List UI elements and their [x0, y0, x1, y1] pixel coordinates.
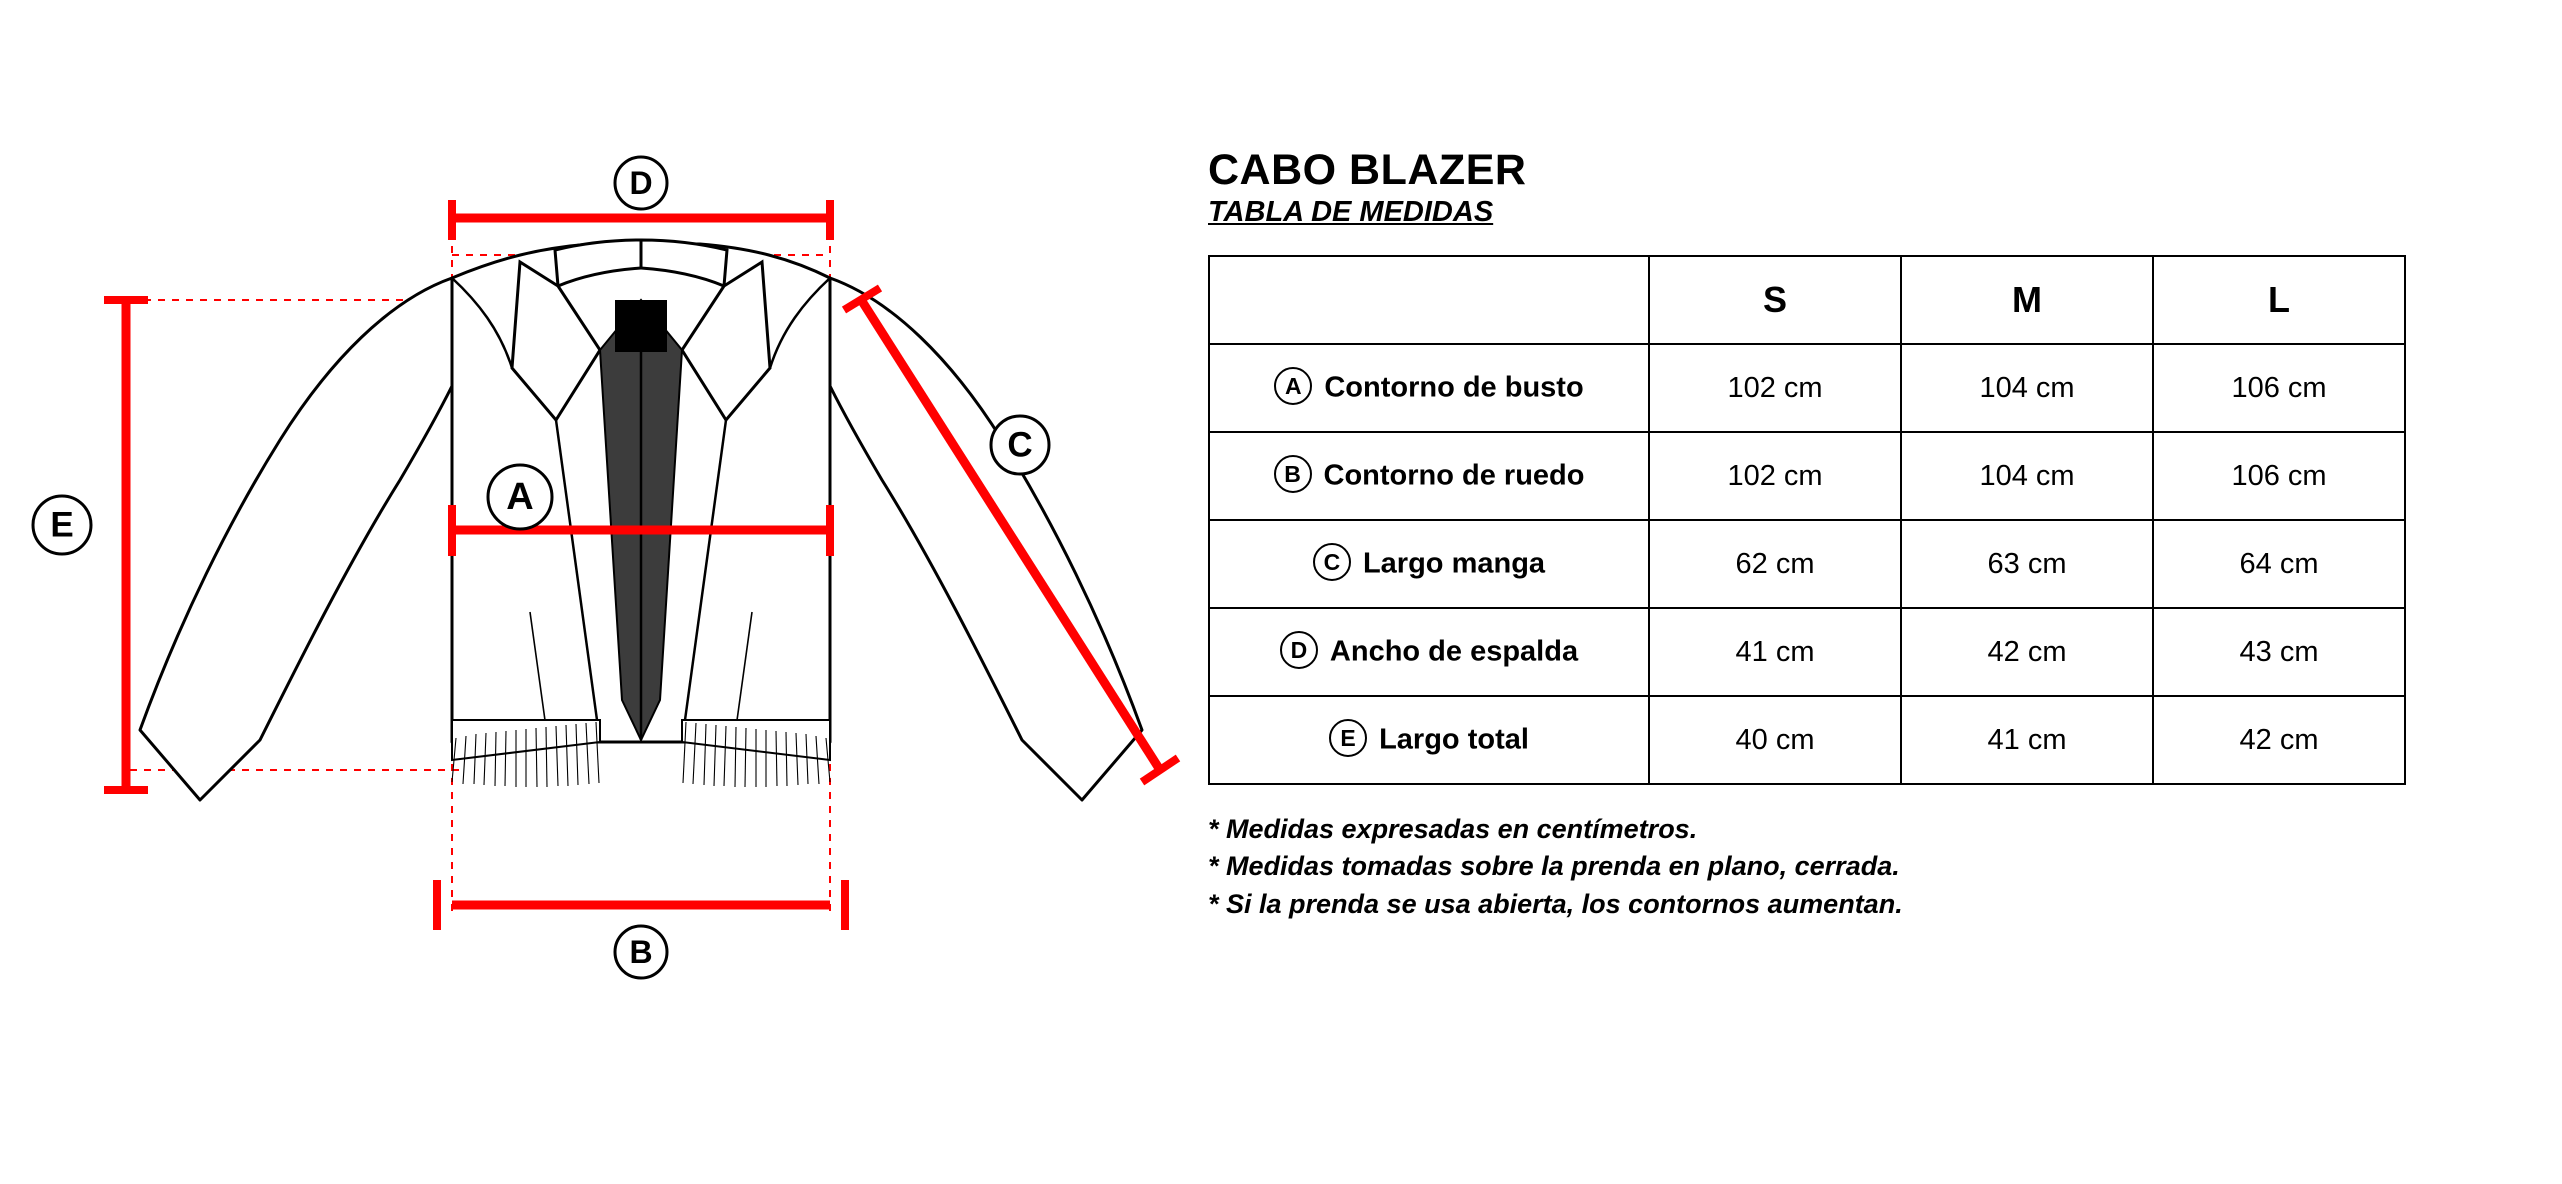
marker-c: [991, 416, 1049, 474]
row-label-c: [1209, 520, 1649, 608]
notes-block: [1208, 811, 2528, 923]
table-corner-header: [1209, 256, 1649, 344]
cell-e-s: 40 cm: [1649, 696, 1901, 784]
page-subtitle: TABLA DE MEDIDAS: [1208, 196, 1494, 229]
svg-text:C: C: [1007, 425, 1033, 465]
measurements-table: [1208, 255, 2406, 785]
row-label-e: [1209, 696, 1649, 784]
right-sleeve: [830, 278, 1142, 800]
table-row: [1209, 696, 2405, 784]
left-sleeve: [140, 278, 452, 800]
marker-e: [33, 496, 91, 554]
note-1: * Medidas expresadas en centímetros.: [1208, 814, 1698, 845]
marker-d-icon: D: [1280, 631, 1318, 669]
table-header-row: [1209, 256, 2405, 344]
cell-d-m: 42 cm: [1901, 608, 2153, 696]
cell-b-l: 106 cm: [2153, 432, 2405, 520]
cell-a-m: 104 cm: [1901, 344, 2153, 432]
cell-a-s: 102 cm: [1649, 344, 1901, 432]
marker-a: [488, 465, 552, 529]
column-header-m: M: [1901, 256, 2153, 344]
page-title: CABO BLAZER: [1208, 146, 1527, 194]
table-row: [1209, 608, 2405, 696]
row-label-text: Largo manga: [1362, 547, 1546, 580]
column-header-l: L: [2153, 256, 2405, 344]
marker-b-icon: B: [1274, 455, 1312, 493]
size-chart-panel: [1208, 148, 2528, 923]
garment-diagram: [0, 0, 1200, 1184]
table-row: [1209, 520, 2405, 608]
marker-b: [615, 926, 667, 978]
cell-d-s: 41 cm: [1649, 608, 1901, 696]
cell-c-m: 63 cm: [1901, 520, 2153, 608]
cell-e-m: 41 cm: [1901, 696, 2153, 784]
row-label-text: Contorno de busto: [1324, 371, 1584, 404]
cell-c-l: 64 cm: [2153, 520, 2405, 608]
cell-e-l: 42 cm: [2153, 696, 2405, 784]
note-2: * Medidas tomadas sobre la prenda en plano, cerrada.: [1208, 851, 1900, 882]
row-label-text: Largo total: [1379, 723, 1529, 756]
cell-b-s: 102 cm: [1649, 432, 1901, 520]
marker-c-icon: C: [1313, 543, 1351, 581]
column-header-s: S: [1649, 256, 1901, 344]
table-row: [1209, 432, 2405, 520]
row-label-text: Ancho de espalda: [1329, 635, 1579, 668]
row-label-b: [1209, 432, 1649, 520]
svg-text:A: A: [506, 476, 534, 518]
cell-d-l: 43 cm: [2153, 608, 2405, 696]
note-3: * Si la prenda se usa abierta, los contornos aumentan.: [1208, 888, 1903, 919]
cell-a-l: 106 cm: [2153, 344, 2405, 432]
cell-c-s: 62 cm: [1649, 520, 1901, 608]
table-row: [1209, 344, 2405, 432]
svg-text:D: D: [629, 165, 653, 201]
svg-text:E: E: [50, 505, 74, 545]
marker-a-icon: A: [1274, 367, 1312, 405]
row-label-a: [1209, 344, 1649, 432]
cell-b-m: 104 cm: [1901, 432, 2153, 520]
row-label-d: [1209, 608, 1649, 696]
svg-text:B: B: [629, 934, 653, 970]
marker-e-icon: E: [1329, 719, 1367, 757]
row-label-text: Contorno de ruedo: [1323, 459, 1585, 492]
marker-d: [615, 157, 667, 209]
